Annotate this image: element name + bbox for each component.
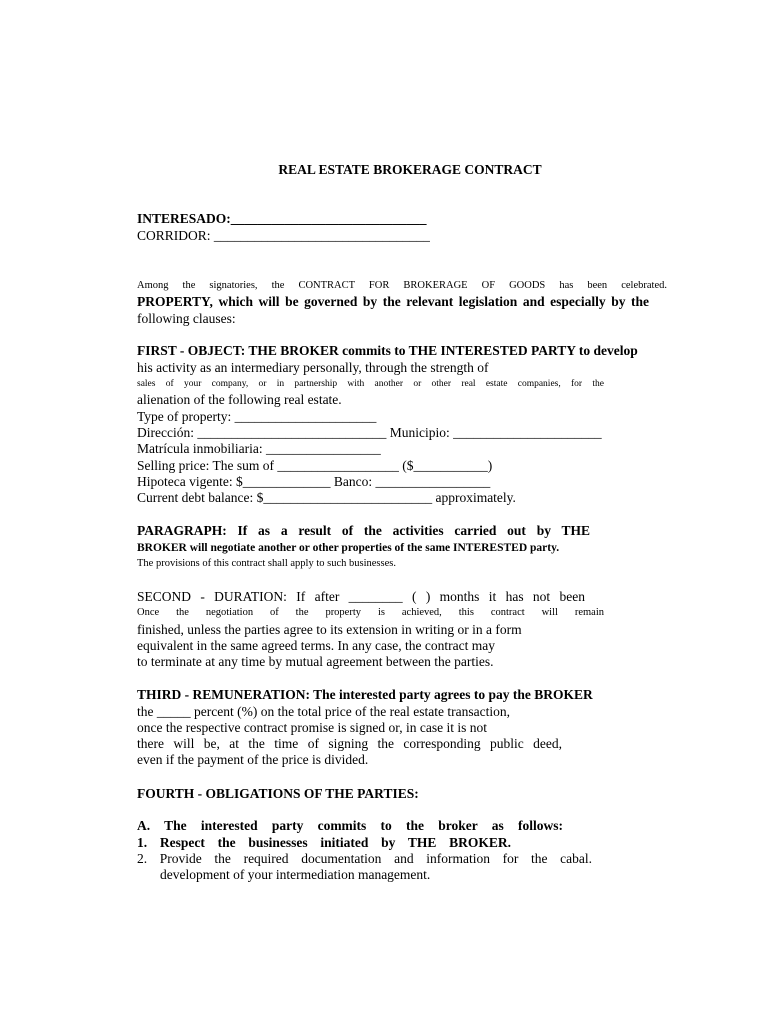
address-field: Dirección: ____________________________ Municipio: ______________________ <box>137 425 602 440</box>
document-title: REAL ESTATE BROKERAGE CONTRACT <box>278 162 542 177</box>
mortgage-field: Hipoteca vigente: $_____________ Banco: _________________ <box>137 474 491 489</box>
obligation-item-1: 1. Respect the businesses initiated by THE BROKER. <box>137 835 511 850</box>
fourth-heading: FOURTH - OBLIGATIONS OF THE PARTIES: <box>137 786 419 801</box>
second-line-5: to terminate at any time by mutual agreement between the parties. <box>137 654 494 669</box>
second-line-4: equivalent in the same agreed terms. In any case, the contract may <box>137 638 495 653</box>
paragraph-line-3: The provisions of this contract shall apply to such businesses. <box>137 558 396 569</box>
second-line-2: Once the negotiation of the property is achieved, this contract will remain <box>137 607 604 618</box>
intro-line-2: PROPERTY, which will be governed by the relevant legislation and especially by the <box>137 294 649 309</box>
intro-line-1: Among the signatories, the CONTRACT FOR BROKERAGE OF GOODS has been celebrated. <box>137 280 667 291</box>
corridor-field: CORRIDOR: ________________________________ <box>137 228 430 243</box>
registration-field: Matrícula inmobiliaria: _________________ <box>137 441 381 456</box>
first-line-4: alienation of the following real estate. <box>137 392 342 407</box>
selling-price-field: Selling price: The sum of __________________ ($___________) <box>137 458 493 473</box>
third-line-3: once the respective contract promise is signed or, in case it is not <box>137 720 487 735</box>
property-type-field: Type of property: _____________________ <box>137 409 377 424</box>
first-line-2: his activity as an intermediary personally, through the strength of <box>137 360 489 375</box>
third-line-2: the _____ percent (%) on the total price of the real estate transaction, <box>137 704 510 719</box>
obligation-item-2-cont: development of your intermediation management. <box>160 867 431 882</box>
debt-balance-field: Current debt balance: $_________________________ approximately. <box>137 490 516 505</box>
second-line-1: SECOND - DURATION: If after ________ ( ) months it has not been <box>137 589 585 604</box>
third-heading: THIRD - REMUNERATION: The interested party agrees to pay the BROKER <box>137 687 593 702</box>
paragraph-line-2: BROKER will negotiate another or other properties of the same INTERESTED party. <box>137 542 560 554</box>
second-line-3: finished, unless the parties agree to its extension in writing or in a form <box>137 622 522 637</box>
interesado-field: INTERESADO:_____________________________ <box>137 211 427 226</box>
third-line-4: there will be, at the time of signing the corresponding public deed, <box>137 736 562 751</box>
first-line-3: sales of your company, or in partnership with another or other real estate companies, for the <box>137 379 604 389</box>
third-line-5: even if the payment of the price is divided. <box>137 752 369 767</box>
intro-line-3: following clauses: <box>137 311 236 326</box>
fourth-a: A. The interested party commits to the broker as follows: <box>137 818 563 833</box>
first-heading: FIRST - OBJECT: THE BROKER commits to THE INTERESTED PARTY to develop <box>137 343 638 358</box>
obligation-item-2: 2. Provide the required documentation and information for the cabal. <box>137 851 592 866</box>
paragraph-line-1: PARAGRAPH: If as a result of the activities carried out by THE <box>137 523 590 538</box>
